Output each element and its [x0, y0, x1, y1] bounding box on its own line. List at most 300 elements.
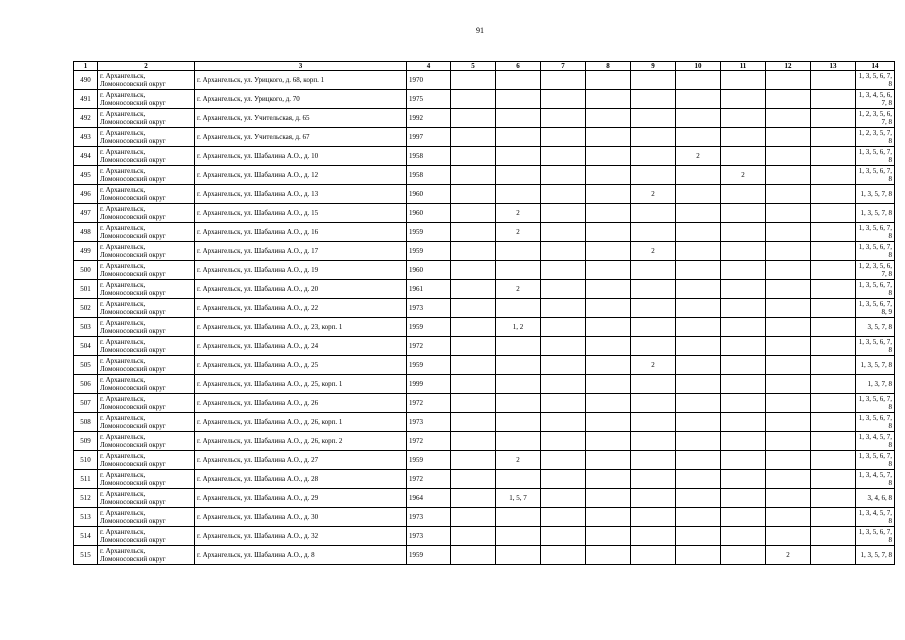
- district-cell: г. Архангельск, Ломоносовский округ: [98, 375, 195, 394]
- table-row: [74, 546, 895, 565]
- col11-cell: [721, 185, 766, 204]
- table-row: [74, 185, 895, 204]
- district-cell: г. Архангельск, Ломоносовский округ: [98, 204, 195, 223]
- table-row: [74, 451, 895, 470]
- col8-cell: [586, 204, 631, 223]
- col7-cell: [541, 451, 586, 470]
- col14-cell: 1, 3, 5, 6, 7, 8: [856, 394, 895, 413]
- col14-cell: 1, 3, 5, 6, 7, 8: [856, 166, 895, 185]
- col9-cell: 2: [631, 242, 676, 261]
- col12-cell: [766, 71, 811, 90]
- col14-cell: 1, 3, 4, 5, 7, 8: [856, 432, 895, 451]
- col13-cell: [811, 356, 856, 375]
- col14-cell: 3, 5, 7, 8: [856, 318, 895, 337]
- col14-cell: 1, 3, 4, 5, 7, 8: [856, 470, 895, 489]
- year-cell: 1973: [407, 508, 451, 527]
- address-cell: г. Архангельск, ул. Шабалина А.О., д. 20: [195, 280, 407, 299]
- address-cell: г. Архангельск, ул. Шабалина А.О., д. 15: [195, 204, 407, 223]
- col11-cell: 2: [721, 166, 766, 185]
- district-cell: г. Архангельск, Ломоносовский округ: [98, 470, 195, 489]
- table-row: [74, 337, 895, 356]
- address-cell: г. Архангельск, ул. Шабалина А.О., д. 16: [195, 223, 407, 242]
- col11-cell: [721, 394, 766, 413]
- col12-cell: [766, 204, 811, 223]
- col13-cell: [811, 375, 856, 394]
- year-cell: 1972: [407, 470, 451, 489]
- col7-cell: [541, 489, 586, 508]
- col12-cell: [766, 90, 811, 109]
- column-header: 5: [451, 62, 496, 71]
- col8-cell: [586, 394, 631, 413]
- col14-cell: 1, 3, 4, 5, 6, 7, 8: [856, 90, 895, 109]
- col10-cell: [676, 204, 721, 223]
- col12-cell: [766, 299, 811, 318]
- column-header: 10: [676, 62, 721, 71]
- address-cell: г. Архангельск, ул. Шабалина А.О., д. 30: [195, 508, 407, 527]
- col11-cell: [721, 527, 766, 546]
- col5-cell: [451, 546, 496, 565]
- col13-cell: [811, 432, 856, 451]
- year-cell: 1959: [407, 223, 451, 242]
- col12-cell: [766, 242, 811, 261]
- col5-cell: [451, 147, 496, 166]
- col12-cell: [766, 375, 811, 394]
- col10-cell: [676, 128, 721, 147]
- col12-cell: [766, 451, 811, 470]
- col5-cell: [451, 413, 496, 432]
- col9-cell: [631, 166, 676, 185]
- col11-cell: [721, 546, 766, 565]
- col9-cell: [631, 394, 676, 413]
- row-number: 492: [74, 109, 98, 128]
- address-cell: г. Архангельск, ул. Шабалина А.О., д. 17: [195, 242, 407, 261]
- col11-cell: [721, 299, 766, 318]
- col7-cell: [541, 413, 586, 432]
- col10-cell: [676, 527, 721, 546]
- district-cell: г. Архангельск, Ломоносовский округ: [98, 128, 195, 147]
- col5-cell: [451, 204, 496, 223]
- row-number: 513: [74, 508, 98, 527]
- row-number: 504: [74, 337, 98, 356]
- col10-cell: [676, 299, 721, 318]
- col13-cell: [811, 242, 856, 261]
- col5-cell: [451, 109, 496, 128]
- col12-cell: [766, 128, 811, 147]
- col11-cell: [721, 470, 766, 489]
- year-cell: 1975: [407, 90, 451, 109]
- col7-cell: [541, 394, 586, 413]
- col9-cell: [631, 90, 676, 109]
- col10-cell: [676, 394, 721, 413]
- table-row: [74, 299, 895, 318]
- col9-cell: [631, 147, 676, 166]
- col14-cell: 3, 4, 6, 8: [856, 489, 895, 508]
- col5-cell: [451, 242, 496, 261]
- year-cell: 1964: [407, 489, 451, 508]
- col9-cell: [631, 71, 676, 90]
- col13-cell: [811, 299, 856, 318]
- col8-cell: [586, 128, 631, 147]
- address-cell: г. Архангельск, ул. Шабалина А.О., д. 29: [195, 489, 407, 508]
- col12-cell: [766, 261, 811, 280]
- address-cell: г. Архангельск, ул. Шабалина А.О., д. 8: [195, 546, 407, 565]
- col13-cell: [811, 90, 856, 109]
- col12-cell: 2: [766, 546, 811, 565]
- year-cell: 1959: [407, 242, 451, 261]
- col9-cell: [631, 318, 676, 337]
- district-cell: г. Архангельск, Ломоносовский округ: [98, 261, 195, 280]
- col11-cell: [721, 489, 766, 508]
- col10-cell: [676, 90, 721, 109]
- col5-cell: [451, 432, 496, 451]
- col7-cell: [541, 166, 586, 185]
- col11-cell: [721, 356, 766, 375]
- year-cell: 1997: [407, 128, 451, 147]
- col5-cell: [451, 451, 496, 470]
- column-header: 9: [631, 62, 676, 71]
- col13-cell: [811, 527, 856, 546]
- col10-cell: [676, 546, 721, 565]
- address-cell: г. Архангельск, ул. Шабалина А.О., д. 32: [195, 527, 407, 546]
- year-cell: 1970: [407, 71, 451, 90]
- row-number: 507: [74, 394, 98, 413]
- table-row: [74, 280, 895, 299]
- column-header: 7: [541, 62, 586, 71]
- column-header: 8: [586, 62, 631, 71]
- row-number: 514: [74, 527, 98, 546]
- col14-cell: 1, 3, 5, 6, 7, 8: [856, 337, 895, 356]
- header-row: [74, 62, 895, 71]
- col10-cell: [676, 451, 721, 470]
- col6-cell: [496, 128, 541, 147]
- col5-cell: [451, 280, 496, 299]
- col10-cell: [676, 489, 721, 508]
- district-cell: г. Архангельск, Ломоносовский округ: [98, 166, 195, 185]
- col8-cell: [586, 242, 631, 261]
- col12-cell: [766, 109, 811, 128]
- col7-cell: [541, 128, 586, 147]
- table-row: [74, 318, 895, 337]
- column-header: 12: [766, 62, 811, 71]
- district-cell: г. Архангельск, Ломоносовский округ: [98, 223, 195, 242]
- col5-cell: [451, 394, 496, 413]
- col8-cell: [586, 185, 631, 204]
- col14-cell: 1, 3, 5, 6, 7, 8, 9: [856, 299, 895, 318]
- table-row: [74, 166, 895, 185]
- year-cell: 1973: [407, 527, 451, 546]
- col9-cell: [631, 337, 676, 356]
- col10-cell: [676, 223, 721, 242]
- row-number: 510: [74, 451, 98, 470]
- year-cell: 1959: [407, 318, 451, 337]
- district-cell: г. Архангельск, Ломоносовский округ: [98, 71, 195, 90]
- col8-cell: [586, 432, 631, 451]
- col13-cell: [811, 337, 856, 356]
- address-cell: г. Архангельск, ул. Урицкого, д. 70: [195, 90, 407, 109]
- table-row: [74, 413, 895, 432]
- district-cell: г. Архангельск, Ломоносовский округ: [98, 356, 195, 375]
- col7-cell: [541, 185, 586, 204]
- col7-cell: [541, 299, 586, 318]
- col8-cell: [586, 375, 631, 394]
- col5-cell: [451, 318, 496, 337]
- col13-cell: [811, 185, 856, 204]
- table-row: [74, 242, 895, 261]
- district-cell: г. Архангельск, Ломоносовский округ: [98, 489, 195, 508]
- col7-cell: [541, 280, 586, 299]
- col5-cell: [451, 375, 496, 394]
- address-cell: г. Архангельск, ул. Шабалина А.О., д. 24: [195, 337, 407, 356]
- district-cell: г. Архангельск, Ломоносовский округ: [98, 299, 195, 318]
- col10-cell: [676, 356, 721, 375]
- data-table: [73, 61, 895, 565]
- col8-cell: [586, 261, 631, 280]
- col8-cell: [586, 166, 631, 185]
- row-number: 502: [74, 299, 98, 318]
- col11-cell: [721, 432, 766, 451]
- col13-cell: [811, 71, 856, 90]
- col9-cell: [631, 432, 676, 451]
- district-cell: г. Архангельск, Ломоносовский округ: [98, 432, 195, 451]
- row-number: 499: [74, 242, 98, 261]
- col10-cell: [676, 261, 721, 280]
- col12-cell: [766, 147, 811, 166]
- col5-cell: [451, 166, 496, 185]
- col14-cell: 1, 3, 5, 6, 7, 8: [856, 527, 895, 546]
- col6-cell: 2: [496, 204, 541, 223]
- col6-cell: [496, 413, 541, 432]
- col8-cell: [586, 413, 631, 432]
- column-header: 4: [407, 62, 451, 71]
- col6-cell: [496, 394, 541, 413]
- col12-cell: [766, 356, 811, 375]
- col14-cell: 1, 3, 5, 6, 7, 8: [856, 242, 895, 261]
- address-cell: г. Архангельск, ул. Шабалина А.О., д. 22: [195, 299, 407, 318]
- col11-cell: [721, 71, 766, 90]
- col10-cell: 2: [676, 147, 721, 166]
- col7-cell: [541, 470, 586, 489]
- col13-cell: [811, 508, 856, 527]
- col12-cell: [766, 432, 811, 451]
- table-row: [74, 489, 895, 508]
- col11-cell: [721, 242, 766, 261]
- col6-cell: [496, 356, 541, 375]
- year-cell: 1959: [407, 546, 451, 565]
- district-cell: г. Архангельск, Ломоносовский округ: [98, 90, 195, 109]
- col12-cell: [766, 489, 811, 508]
- col6-cell: [496, 90, 541, 109]
- col14-cell: 1, 3, 5, 6, 7, 8: [856, 223, 895, 242]
- col14-cell: 1, 3, 4, 5, 7, 8: [856, 508, 895, 527]
- district-cell: г. Архангельск, Ломоносовский округ: [98, 451, 195, 470]
- col10-cell: [676, 318, 721, 337]
- year-cell: 1961: [407, 280, 451, 299]
- col14-cell: 1, 3, 5, 6, 7, 8: [856, 413, 895, 432]
- col5-cell: [451, 71, 496, 90]
- col5-cell: [451, 489, 496, 508]
- address-cell: г. Архангельск, ул. Шабалина А.О., д. 23, корп. 1: [195, 318, 407, 337]
- col13-cell: [811, 489, 856, 508]
- col11-cell: [721, 318, 766, 337]
- year-cell: 1999: [407, 375, 451, 394]
- col12-cell: [766, 185, 811, 204]
- address-cell: г. Архангельск, ул. Шабалина А.О., д. 12: [195, 166, 407, 185]
- column-header: 1: [74, 62, 98, 71]
- col12-cell: [766, 413, 811, 432]
- col6-cell: [496, 432, 541, 451]
- district-cell: г. Архангельск, Ломоносовский округ: [98, 527, 195, 546]
- col8-cell: [586, 90, 631, 109]
- address-cell: г. Архангельск, ул. Шабалина А.О., д. 27: [195, 451, 407, 470]
- col9-cell: [631, 375, 676, 394]
- col8-cell: [586, 223, 631, 242]
- col8-cell: [586, 508, 631, 527]
- col10-cell: [676, 242, 721, 261]
- col11-cell: [721, 375, 766, 394]
- col6-cell: 1, 5, 7: [496, 489, 541, 508]
- col11-cell: [721, 451, 766, 470]
- col7-cell: [541, 318, 586, 337]
- year-cell: 1959: [407, 451, 451, 470]
- col7-cell: [541, 204, 586, 223]
- col10-cell: [676, 337, 721, 356]
- col9-cell: 2: [631, 356, 676, 375]
- col7-cell: [541, 356, 586, 375]
- year-cell: 1960: [407, 261, 451, 280]
- col9-cell: [631, 280, 676, 299]
- district-cell: г. Архангельск, Ломоносовский округ: [98, 109, 195, 128]
- col13-cell: [811, 223, 856, 242]
- table-row: [74, 470, 895, 489]
- table-row: [74, 394, 895, 413]
- col13-cell: [811, 147, 856, 166]
- col7-cell: [541, 375, 586, 394]
- col14-cell: 1, 3, 7, 8: [856, 375, 895, 394]
- address-cell: г. Архангельск, ул. Шабалина А.О., д. 10: [195, 147, 407, 166]
- col6-cell: [496, 261, 541, 280]
- col9-cell: 2: [631, 185, 676, 204]
- col10-cell: [676, 185, 721, 204]
- table-body: [74, 71, 895, 565]
- col6-cell: [496, 337, 541, 356]
- col8-cell: [586, 489, 631, 508]
- col11-cell: [721, 90, 766, 109]
- col10-cell: [676, 109, 721, 128]
- col8-cell: [586, 356, 631, 375]
- year-cell: 1958: [407, 147, 451, 166]
- table-row: [74, 71, 895, 90]
- col6-cell: [496, 375, 541, 394]
- col6-cell: [496, 508, 541, 527]
- district-cell: г. Архангельск, Ломоносовский округ: [98, 318, 195, 337]
- col6-cell: [496, 185, 541, 204]
- row-number: 512: [74, 489, 98, 508]
- col13-cell: [811, 128, 856, 147]
- row-number: 511: [74, 470, 98, 489]
- col5-cell: [451, 337, 496, 356]
- address-cell: г. Архангельск, ул. Шабалина А.О., д. 28: [195, 470, 407, 489]
- col6-cell: [496, 546, 541, 565]
- district-cell: г. Архангельск, Ломоносовский округ: [98, 185, 195, 204]
- col6-cell: 1, 2: [496, 318, 541, 337]
- row-number: 498: [74, 223, 98, 242]
- col13-cell: [811, 394, 856, 413]
- col14-cell: 1, 3, 5, 6, 7, 8: [856, 280, 895, 299]
- col9-cell: [631, 546, 676, 565]
- column-header: 6: [496, 62, 541, 71]
- col8-cell: [586, 527, 631, 546]
- col12-cell: [766, 394, 811, 413]
- col14-cell: 1, 3, 5, 6, 7, 8: [856, 451, 895, 470]
- address-cell: г. Архангельск, ул. Шабалина А.О., д. 25, корп. 1: [195, 375, 407, 394]
- col11-cell: [721, 413, 766, 432]
- col7-cell: [541, 242, 586, 261]
- address-cell: г. Архангельск, ул. Учительская, д. 67: [195, 128, 407, 147]
- row-number: 495: [74, 166, 98, 185]
- col12-cell: [766, 166, 811, 185]
- col7-cell: [541, 147, 586, 166]
- col11-cell: [721, 128, 766, 147]
- table-row: [74, 356, 895, 375]
- col13-cell: [811, 318, 856, 337]
- address-cell: г. Архангельск, ул. Шабалина А.О., д. 19: [195, 261, 407, 280]
- col6-cell: [496, 109, 541, 128]
- district-cell: г. Архангельск, Ломоносовский округ: [98, 546, 195, 565]
- col5-cell: [451, 223, 496, 242]
- col14-cell: 1, 3, 5, 6, 7, 8: [856, 71, 895, 90]
- table-row: [74, 375, 895, 394]
- col7-cell: [541, 261, 586, 280]
- address-cell: г. Архангельск, ул. Шабалина А.О., д. 13: [195, 185, 407, 204]
- col13-cell: [811, 451, 856, 470]
- col12-cell: [766, 527, 811, 546]
- district-cell: г. Архангельск, Ломоносовский округ: [98, 413, 195, 432]
- col6-cell: [496, 242, 541, 261]
- col5-cell: [451, 356, 496, 375]
- col9-cell: [631, 470, 676, 489]
- row-number: 505: [74, 356, 98, 375]
- row-number: 497: [74, 204, 98, 223]
- column-header: 3: [195, 62, 407, 71]
- col11-cell: [721, 223, 766, 242]
- col5-cell: [451, 508, 496, 527]
- col13-cell: [811, 280, 856, 299]
- col13-cell: [811, 470, 856, 489]
- address-cell: г. Архангельск, ул. Шабалина А.О., д. 26: [195, 394, 407, 413]
- row-number: 501: [74, 280, 98, 299]
- table-row: [74, 90, 895, 109]
- district-cell: г. Архангельск, Ломоносовский округ: [98, 508, 195, 527]
- district-cell: г. Архангельск, Ломоносовский округ: [98, 147, 195, 166]
- district-cell: г. Архангельск, Ломоносовский округ: [98, 337, 195, 356]
- col14-cell: 1, 3, 5, 7, 8: [856, 204, 895, 223]
- year-cell: 1972: [407, 337, 451, 356]
- col14-cell: 1, 2, 3, 5, 6, 7, 8: [856, 261, 895, 280]
- col12-cell: [766, 337, 811, 356]
- col9-cell: [631, 489, 676, 508]
- col6-cell: [496, 147, 541, 166]
- col7-cell: [541, 90, 586, 109]
- row-number: 509: [74, 432, 98, 451]
- col8-cell: [586, 299, 631, 318]
- col14-cell: 1, 3, 5, 7, 8: [856, 546, 895, 565]
- row-number: 494: [74, 147, 98, 166]
- col12-cell: [766, 470, 811, 489]
- table-row: [74, 204, 895, 223]
- col9-cell: [631, 299, 676, 318]
- col11-cell: [721, 280, 766, 299]
- col8-cell: [586, 109, 631, 128]
